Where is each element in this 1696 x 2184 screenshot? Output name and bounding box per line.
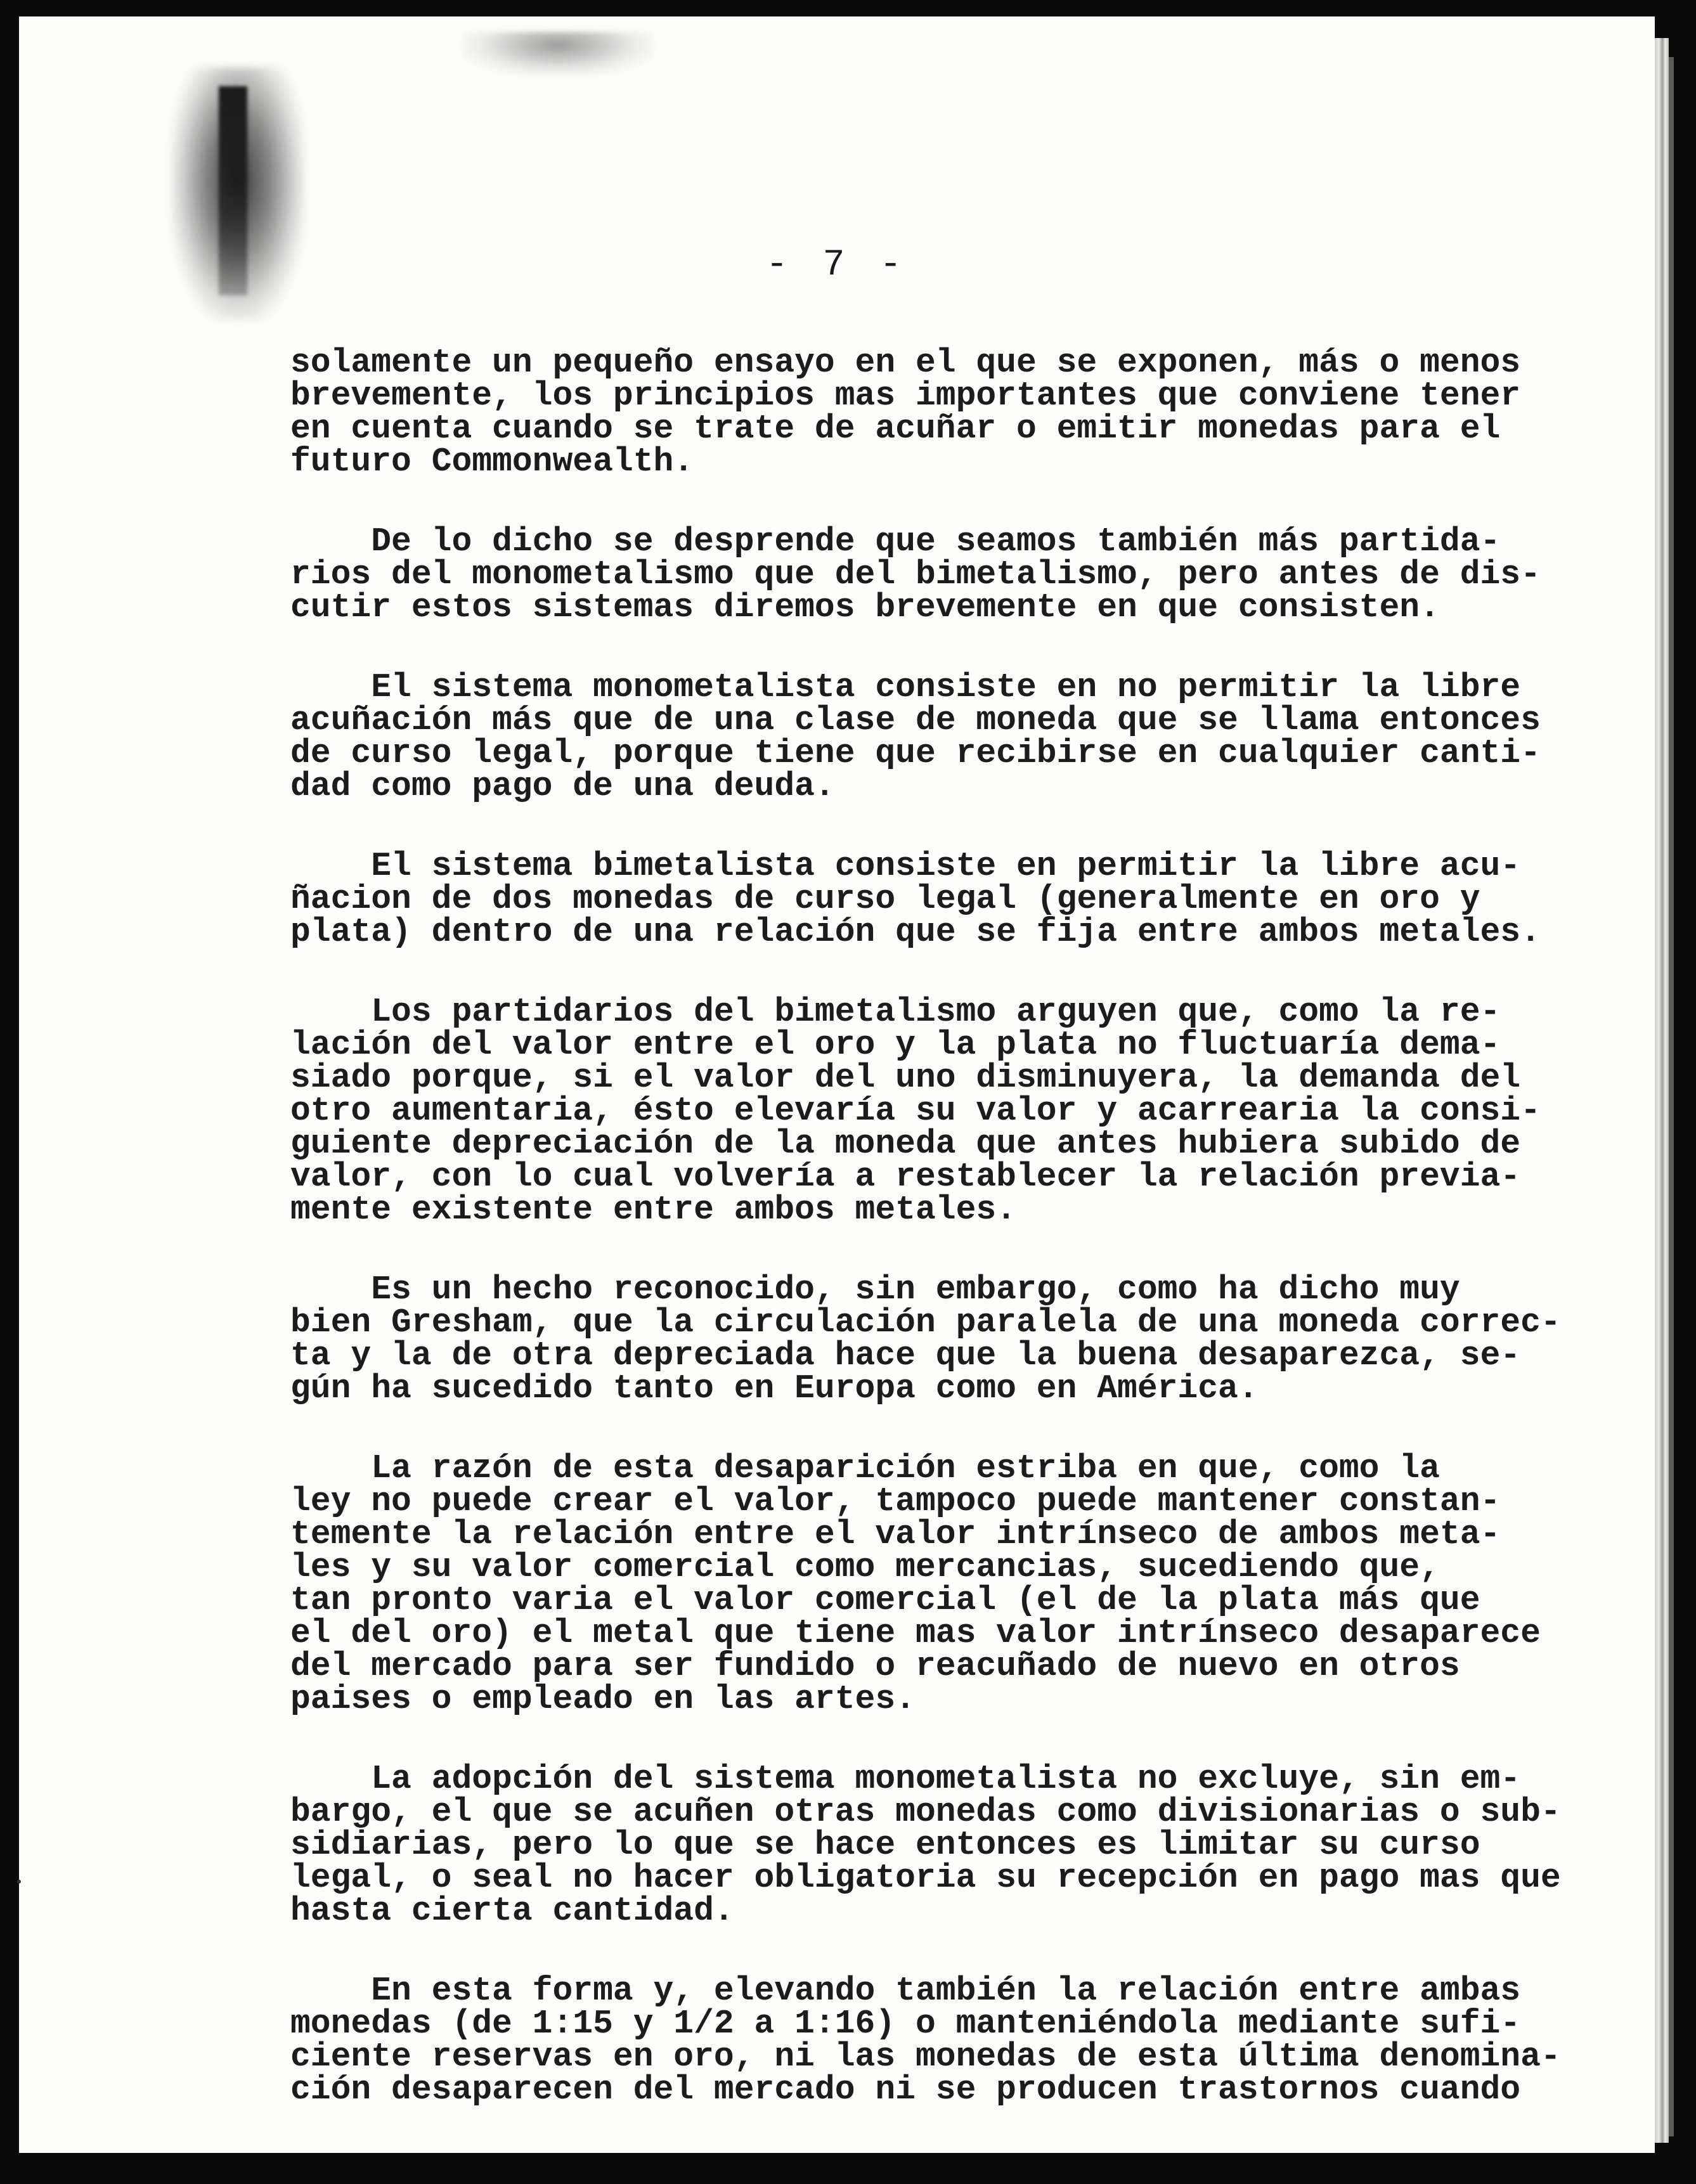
text-line: les y su valor comercial como mercancias, sucediendo que, (290, 1548, 1440, 1586)
paragraph (290, 522, 1541, 626)
text-line: cutir estos sistemas diremos brevemente en que consisten. (290, 588, 1440, 626)
paragraph (290, 1449, 1541, 1718)
text-line: El sistema monometalista consiste en no permitir la libre (290, 668, 1521, 706)
text-line: solamente un pequeño ensayo en el que se exponen, más o menos (290, 344, 1521, 382)
text-line: ñacion de dos monedas de curso legal (generalmente en oro y (290, 880, 1480, 918)
paragraph (290, 1972, 1561, 2109)
text-line: bargo, el que se acuñen otras monedas como divisionarias o sub- (290, 1793, 1561, 1831)
text-line: Es un hecho reconocido, sin embargo, como ha dicho muy (290, 1270, 1460, 1308)
text-line: el del oro) el metal que tiene mas valor intrínseco desaparece (290, 1614, 1541, 1652)
text-line: La razón de esta desaparición estriba en que, como la (290, 1449, 1440, 1487)
text-line: De lo dicho se desprende que seamos también más partida- (290, 522, 1501, 560)
text-line: El sistema bimetalista consiste en permitir la libre acu- (290, 847, 1521, 885)
text-line: en cuenta cuando se trate de acuñar o emitir monedas para el (290, 410, 1501, 448)
text-line: brevemente, los principios mas importantes que conviene tener (290, 377, 1521, 415)
body-text (290, 344, 1561, 2153)
text-line: mente existente entre ambos metales. (290, 1191, 1016, 1229)
text-line: ley no puede crear el valor, tampoco puede mantener constan- (290, 1482, 1501, 1520)
text-line: dad como pago de una deuda. (290, 767, 835, 805)
text-line: siado porque, si el valor del uno disminuyera, la demanda del (290, 1059, 1521, 1097)
text-line: acuñación más que de una clase de moneda que se llama entonces (290, 701, 1541, 739)
smudge-mark (463, 32, 653, 76)
text-line: temente la relación entre el valor intrínseco de ambos meta- (290, 1515, 1501, 1553)
text-line: de curso legal, porque tiene que recibirse en cualquier canti- (290, 734, 1541, 772)
page-edge-shadow (1669, 57, 1674, 2136)
paragraph (290, 847, 1541, 951)
text-line: lación del valor entre el oro y la plata no fluctuaría dema- (290, 1026, 1501, 1064)
text-line: La adopción del sistema monometalista no excluye, sin em- (290, 1760, 1521, 1798)
text-line: ción desaparecen del mercado ni se producen trastornos cuando (290, 2071, 1521, 2109)
text-line: legal, o seal no hacer obligatoria su recepción en pago mas que (290, 1859, 1561, 1897)
text-line: Los partidarios del bimetalismo arguyen que, como la re- (290, 993, 1501, 1031)
document-page (19, 16, 1655, 2153)
text-line: futuro Commonwealth. (290, 443, 694, 481)
paragraph (290, 993, 1541, 1229)
text-line: del mercado para ser fundido o reacuñado de nuevo en otros (290, 1647, 1460, 1685)
text-line: gún ha sucedido tanto en Europa como en América. (290, 1369, 1259, 1407)
text-line: hasta cierta cantidad. (290, 1892, 734, 1930)
text-line: ta y la de otra depreciada hace que la buena desaparezca, se- (290, 1336, 1521, 1374)
paragraph (290, 1760, 1561, 1930)
page-edge (1655, 38, 1669, 2143)
text-line: En esta forma y, elevando también la relación entre ambas (290, 1972, 1521, 2010)
paragraph (290, 1270, 1561, 1407)
text-line: bien Gresham, que la circulación paralela de una moneda correc- (290, 1303, 1561, 1341)
page-number: - 7 - (765, 245, 909, 286)
text-line: plata) dentro de una relación que se fija entre ambos metales. (290, 913, 1541, 951)
text-line: rios del monometalismo que del bimetalismo, pero antes de dis- (290, 555, 1541, 593)
text-line: monedas (de 1:15 y 1/2 a 1:16) o manteniéndola mediante sufi- (290, 2005, 1521, 2043)
text-line: sidiarias, pero lo que se hace entonces es limitar su curso (290, 1826, 1480, 1864)
scan-speck (17, 1880, 21, 1884)
text-line: paises o empleado en las artes. (290, 1680, 916, 1718)
text-line: ciente reservas en oro, ni las monedas de esta última denomina- (290, 2038, 1561, 2076)
text-line: tan pronto varia el valor comercial (el de la plata más que (290, 1581, 1480, 1619)
text-line: guiente depreciación de la moneda que antes hubiera subido de (290, 1125, 1521, 1163)
paragraph (290, 668, 1541, 805)
text-line: valor, con lo cual volvería a restablecer la relación previa- (290, 1158, 1521, 1196)
text-line: otro aumentaria, ésto elevaría su valor y acarrearia la consi- (290, 1092, 1541, 1130)
paragraph (290, 344, 1533, 481)
